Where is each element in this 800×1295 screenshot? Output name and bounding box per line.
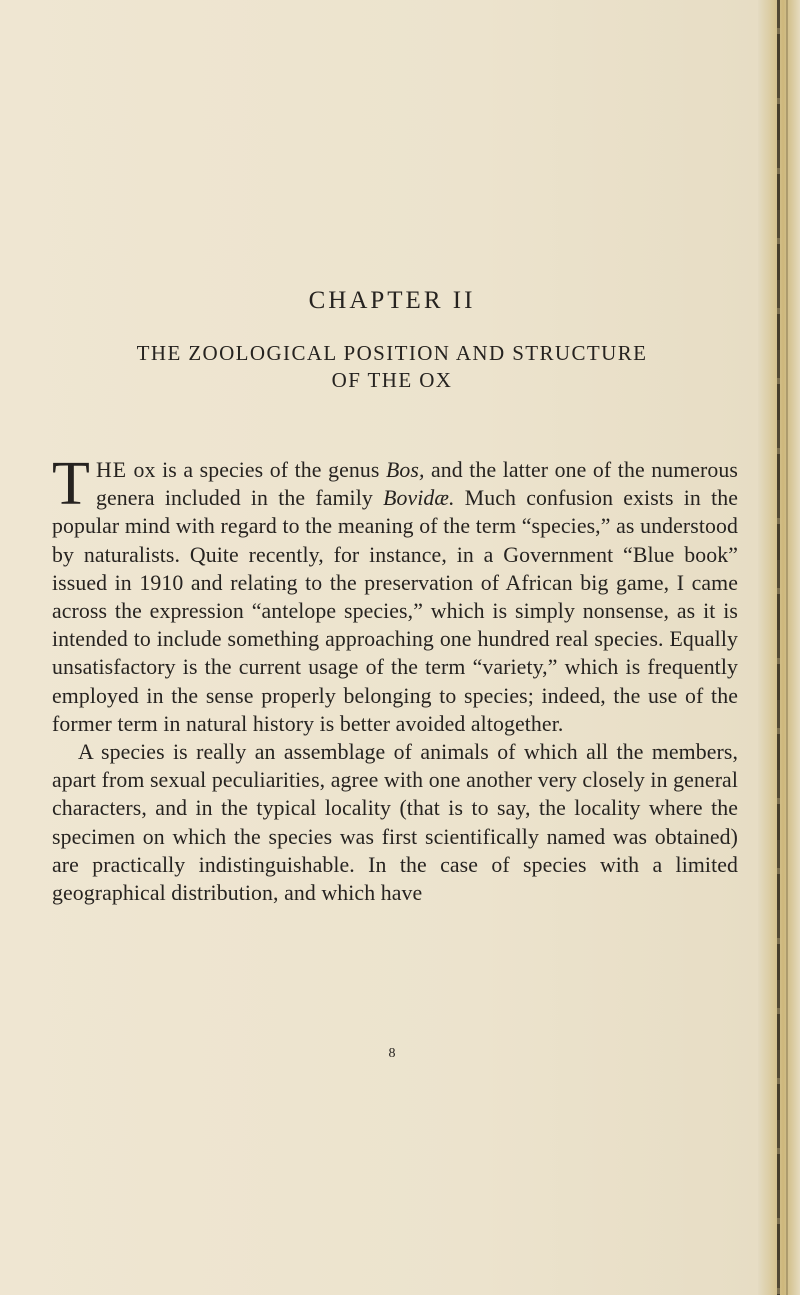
body-text [52, 450, 738, 907]
chapter-title-line-1: THE ZOOLOGICAL POSITION AND STRUCTURE [136, 341, 648, 365]
chapter-label: CHAPTER II [308, 287, 476, 314]
chapter-title [0, 340, 784, 394]
lead-word: HE [95, 458, 128, 482]
paragraph-1-segment-3: Much confusion exists in the popular mind with regard to the meaning of the term “species,” as understood by naturalists. Quite recently, for instance, in a Government “Blue book” issued in 1910 and relating to the preservation of African big game, I came across the expression “antelope species,” which is simply nonsense, as it is intended to include something approaching one hundred real species. Equally unsatisfactory is the current usage of the term “variety,” which is frequently employed in the sense properly belonging to species; indeed, the use of the former term in natural history is better avoided altogether. [52, 486, 738, 736]
paragraph-1 [52, 450, 738, 738]
chapter-title-line-2: OF THE OX [331, 368, 453, 392]
paragraph-1-segment-2: and the latter one of the numerous genera included in the family [95, 458, 738, 511]
genus-name: Bos, [385, 458, 425, 482]
drop-cap: T [52, 450, 90, 518]
paragraph-2: A species is really an assemblage of animals of which all the members, apart from sexual peculiarities, agree with one another very closely in general characters, and in the typical locality (that is to say, the locality where the specimen on which the species was first scientifically named was obtained) are practically indistinguishable. In the case of species with a limited geographical distribution, and which have [52, 740, 738, 906]
binding-line [777, 0, 780, 1295]
family-name: Bovidæ. [383, 486, 455, 511]
paragraph-1-segment-1: ox is a species of the genus [127, 458, 386, 482]
binding-line-secondary [786, 0, 788, 1295]
page-number: 8 [388, 1046, 396, 1061]
